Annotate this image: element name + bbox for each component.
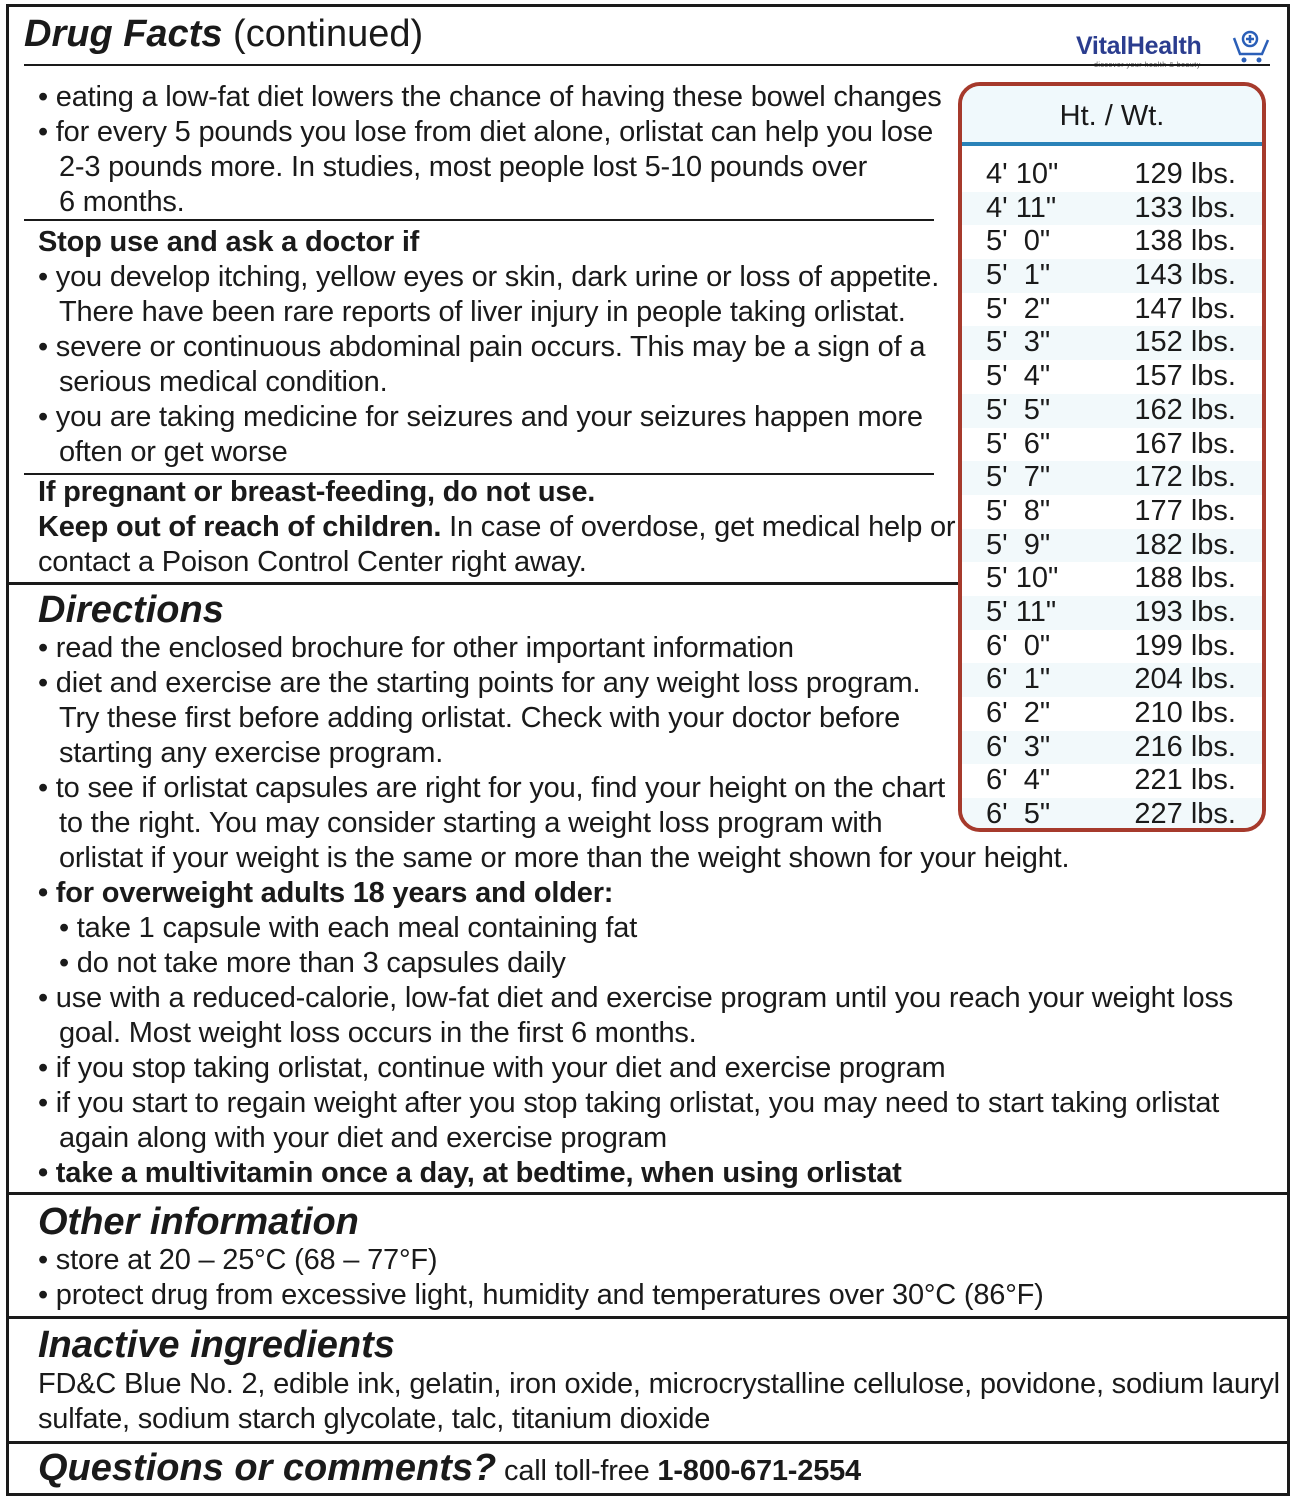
chart-weight: 210 lbs.	[1134, 697, 1236, 729]
title-drug-facts: Drug Facts	[24, 13, 223, 55]
chart-header-label: Ht. / Wt.	[1059, 100, 1165, 132]
chart-row	[962, 360, 1262, 394]
page-title	[24, 12, 423, 56]
chart-height: 5' 9"	[986, 528, 1051, 561]
directions-line-11: • use with a reduced-calorie, low-fat diet and exercise program until you reach your weight loss	[38, 982, 1234, 1014]
chart-row	[962, 326, 1262, 360]
logo-name: VitalHealth	[1076, 32, 1202, 60]
chart-weight: 177 lbs.	[1134, 494, 1236, 527]
chart-row	[962, 259, 1262, 293]
chart-weight: 182 lbs.	[1134, 528, 1236, 561]
questions-call: call toll-free	[496, 1455, 658, 1487]
questions-line	[38, 1446, 861, 1490]
stop-use-line-1: • you develop itching, yellow eyes or skin, dark urine or loss of appetite.	[38, 261, 940, 293]
divider-1	[24, 219, 934, 221]
stop-use-line-5: • you are taking medicine for seizures and your seizures happen more	[38, 401, 923, 433]
chart-height: 6' 5"	[986, 798, 1051, 831]
other-info-line-2: • protect drug from excessive light, humidity and temperatures over 30°C (86°F)	[38, 1279, 1044, 1311]
directions-line-7: orlistat if your weight is the same or more than the weight shown for your height.	[59, 842, 1070, 874]
chart-weight: 167 lbs.	[1134, 427, 1236, 460]
stop-use-line-4: serious medical condition.	[59, 366, 388, 398]
questions-phone: 1-800-671-2554	[657, 1455, 861, 1487]
chart-weight: 147 lbs.	[1134, 292, 1236, 325]
height-weight-chart	[958, 82, 1266, 832]
chart-weight: 221 lbs.	[1134, 764, 1236, 797]
chart-height: 5' 6"	[986, 427, 1051, 460]
other-info-title: Other information	[38, 1201, 359, 1243]
chart-weight: 199 lbs.	[1134, 629, 1236, 662]
chart-height: 5' 5"	[986, 393, 1051, 426]
chart-row	[962, 192, 1262, 226]
chart-row	[962, 596, 1262, 630]
directions-line-1: • read the enclosed brochure for other important information	[38, 632, 794, 664]
directions-line-13: • if you stop taking orlistat, continue with your diet and exercise program	[38, 1052, 946, 1084]
chart-row	[962, 697, 1262, 731]
chart-weight: 227 lbs.	[1134, 798, 1236, 831]
chart-row	[962, 663, 1262, 697]
section-rule-other	[6, 1192, 1290, 1195]
chart-height: 5' 1"	[986, 259, 1051, 292]
chart-row	[962, 293, 1262, 327]
directions-line-6: to the right. You may consider starting a weight loss program with	[59, 807, 883, 839]
chart-row	[962, 394, 1262, 428]
directions-line-10: • do not take more than 3 capsules daily	[59, 947, 566, 979]
intro-line-3: 2-3 pounds more. In studies, most people lost 5-10 pounds over	[59, 151, 868, 183]
chart-row	[962, 562, 1262, 596]
stop-use-heading: Stop use and ask a doctor if	[38, 226, 420, 258]
directions-line-14: • if you start to regain weight after you stop taking orlistat, you may need to start taking orlistat	[38, 1087, 1220, 1119]
directions-line-2: • diet and exercise are the starting points for any weight loss program.	[38, 667, 921, 699]
section-rule-directions	[6, 582, 958, 585]
chart-row	[962, 428, 1262, 462]
chart-height: 5' 10"	[986, 562, 1059, 595]
directions-line-15: again along with your diet and exercise program	[59, 1122, 668, 1154]
chart-height: 5' 2"	[986, 292, 1051, 325]
chart-height: 5' 7"	[986, 461, 1051, 494]
chart-weight: 172 lbs.	[1134, 461, 1236, 494]
chart-weight: 152 lbs.	[1134, 326, 1236, 359]
chart-weight: 162 lbs.	[1134, 393, 1236, 426]
chart-row	[962, 630, 1262, 664]
chart-weight: 193 lbs.	[1134, 595, 1236, 628]
chart-height: 5' 11"	[986, 595, 1057, 628]
chart-height: 6' 2"	[986, 697, 1051, 729]
chart-row	[962, 731, 1262, 765]
intro-line-4: 6 months.	[59, 186, 185, 218]
keep-out-bold: Keep out of reach of children.	[38, 511, 442, 543]
directions-line-9: • take 1 capsule with each meal containing fat	[59, 912, 638, 944]
chart-weight: 216 lbs.	[1134, 730, 1236, 763]
chart-rows	[962, 158, 1262, 832]
chart-height: 5' 3"	[986, 326, 1051, 359]
chart-height: 6' 4"	[986, 764, 1051, 797]
chart-height: 5' 4"	[986, 360, 1051, 393]
chart-weight: 204 lbs.	[1134, 663, 1236, 696]
chart-row	[962, 764, 1262, 798]
stop-use-line-3: • severe or continuous abdominal pain occurs. This may be a sign of a	[38, 331, 926, 363]
chart-height: 5' 0"	[986, 225, 1051, 258]
directions-line-4: starting any exercise program.	[59, 737, 444, 769]
chart-height: 4' 10"	[986, 158, 1059, 190]
chart-weight: 143 lbs.	[1134, 259, 1236, 292]
directions-line-16: • take a multivitamin once a day, at bedtime, when using orlistat	[38, 1157, 902, 1189]
section-rule-inactive	[6, 1316, 1290, 1319]
intro-line-1: • eating a low-fat diet lowers the chance of having these bowel changes	[38, 81, 942, 113]
intro-line-2: • for every 5 pounds you lose from diet alone, orlistat can help you lose	[38, 116, 934, 148]
chart-row	[962, 798, 1262, 832]
keep-out-line	[38, 510, 955, 545]
chart-header	[962, 86, 1262, 146]
chart-height: 6' 3"	[986, 730, 1051, 763]
chart-row	[962, 529, 1262, 563]
directions-line-3: Try these first before adding orlistat. Check with your doctor before	[59, 702, 901, 734]
directions-line-8: • for overweight adults 18 years and older:	[38, 877, 614, 909]
directions-line-12: goal. Most weight loss occurs in the first 6 months.	[59, 1017, 697, 1049]
cart-plus-icon	[1232, 30, 1272, 66]
chart-row	[962, 461, 1262, 495]
chart-weight: 133 lbs.	[1134, 191, 1236, 224]
directions-title: Directions	[38, 589, 224, 631]
other-info-line-1: • store at 20 – 25°C (68 – 77°F)	[38, 1244, 438, 1276]
directions-line-5: • to see if orlistat capsules are right for you, find your height on the chart	[38, 772, 945, 804]
keep-out-rest: In case of overdose, get medical help or	[441, 511, 956, 543]
chart-row	[962, 158, 1262, 192]
inactive-title: Inactive ingredients	[38, 1324, 395, 1366]
vitalhealth-logo	[1076, 32, 1276, 76]
questions-title: Questions or comments?	[38, 1447, 497, 1489]
stop-use-line-2: There have been rare reports of liver injury in people taking orlistat.	[59, 296, 906, 328]
inactive-line-2: sulfate, sodium starch glycolate, talc, titanium dioxide	[38, 1403, 711, 1435]
chart-height: 6' 1"	[986, 663, 1051, 696]
stop-use-line-6: often or get worse	[59, 436, 288, 468]
inactive-line-1: FD&C Blue No. 2, edible ink, gelatin, iron oxide, microcrystalline cellulose, povidone, sodium lauryl	[38, 1368, 1280, 1400]
section-rule-questions	[6, 1441, 1290, 1444]
chart-row	[962, 225, 1262, 259]
chart-weight: 157 lbs.	[1134, 360, 1236, 393]
chart-weight: 138 lbs.	[1134, 225, 1236, 258]
header-rule	[24, 64, 1270, 66]
chart-height: 5' 8"	[986, 494, 1051, 527]
keep-out-line-2: contact a Poison Control Center right away.	[38, 546, 587, 578]
title-continued: (continued)	[222, 13, 424, 55]
chart-weight: 129 lbs.	[1134, 158, 1236, 190]
chart-weight: 188 lbs.	[1134, 562, 1236, 595]
pregnant-warning: If pregnant or breast-feeding, do not use.	[38, 476, 596, 508]
chart-height: 6' 0"	[986, 629, 1051, 662]
chart-row	[962, 495, 1262, 529]
chart-height: 4' 11"	[986, 191, 1057, 224]
